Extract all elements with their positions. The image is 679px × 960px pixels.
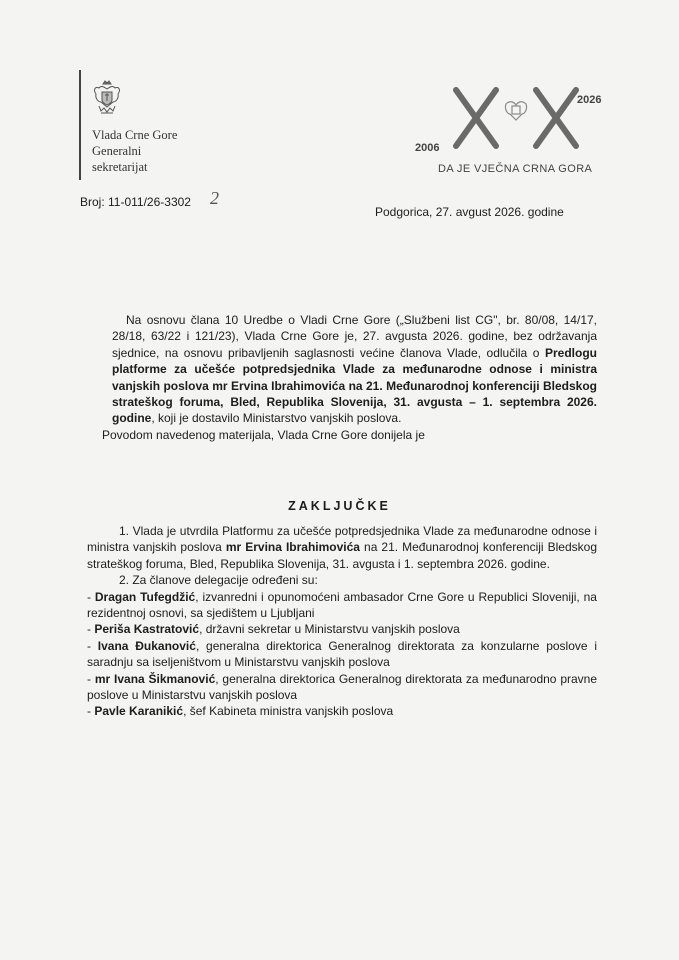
intro-paragraph (102, 312, 597, 443)
intro-text-4: Povodom navedenog materijala, Vlada Crne Gore donijela je (102, 427, 425, 442)
member-name: Dragan Tufegdžić (94, 589, 196, 604)
member-role: , šef Kabineta ministra vanjskih poslova (183, 704, 394, 719)
logo-motto: DA JE VJEČNA CRNA GORA (438, 163, 593, 175)
reference-handwritten-mark: 2 (210, 188, 219, 208)
member-role: , generalna direktorica Generalnog direktorata za konzularne poslove i saradnju sa iseljeništvom u Ministarstvu vanjskih poslova (87, 638, 597, 670)
section-heading: ZAKLJUČKE (288, 499, 391, 513)
coat-of-arms-icon (92, 80, 122, 122)
conclusion-1-text: 1. Vlada je utvrdila Platformu za učešće potpredsjednika Vlade za međunarodne odnose i ministra vanjskih poslova (87, 524, 597, 555)
issuer-secretariat: sekretarijat (92, 160, 148, 174)
delegation-member (87, 589, 597, 622)
intro-text-3: , koji je dostavilo Ministarstvo vanjskih poslova. (151, 411, 402, 426)
member-role: , državni sekretar u Ministarstvu vanjskih poslova (199, 622, 460, 637)
member-bullet: - (87, 622, 95, 637)
member-name: Pavle Karanikić (94, 704, 184, 719)
logo-year-end: 2026 (577, 94, 602, 106)
delegation-member (87, 638, 597, 671)
member-name: Periša Kastratović (94, 622, 200, 637)
conclusion-2-text: 2. Za članove delegacije određeni su: (119, 573, 318, 588)
logo-year-start: 2006 (415, 142, 440, 154)
issuer-government: Vlada Crne Gore (92, 128, 178, 142)
conclusion-1 (87, 523, 597, 572)
member-bullet: - (87, 589, 95, 604)
header-divider (79, 70, 81, 180)
issuer-general: Generalni (92, 144, 142, 158)
issuer-block (92, 127, 177, 175)
intro-text-1: Na osnovu člana 10 Uredbe o Vladi Crne Gore („Službeni list CG", br. 80/08, 14/17, 28/18, 63/22 i 121/23), Vlada Crne Gore je, 27. avgusta 2026. godine, bez održavanja sjednice, na osnovu pribavljenih saglasnosti većine članova Vlade, odlučila o (112, 313, 597, 360)
delegation-member (87, 621, 597, 637)
conclusion-2 (87, 572, 597, 588)
delegation-member (87, 703, 597, 719)
conclusions-body (87, 523, 597, 720)
member-bullet: - (87, 671, 95, 686)
conclusion-1-minister: mr Ervina Ibrahimovića (225, 540, 360, 555)
member-name: Ivana Đukanović (97, 638, 196, 653)
document-date: Podgorica, 27. avgust 2026. godine (375, 205, 564, 219)
intro-conclusion-line (102, 427, 597, 443)
member-name: mr Ivana Šikmanović (94, 671, 216, 686)
delegation-member (87, 671, 597, 704)
member-bullet: - (87, 638, 98, 653)
reference-number: Broj: 11-011/26-3302 (80, 195, 191, 209)
member-role: , generalna direktorica Generalnog direktorata za međunarodno pravne poslove u Ministarstvu vanjskih poslova (87, 671, 598, 703)
member-role: , izvanredni i opunomoćeni ambasador Crne Gore u Republici Sloveniji, na rezidentnoj osnovi, sa sjedištem u Ljubljani (87, 589, 597, 621)
conclusion-1-text-end: na 21. Međunarodnoj konferenciji Bledskog strateškog foruma, Bled, Republika Slovenija, 31. avgusta i 1. septembra 2026. godine. (87, 540, 597, 571)
member-bullet: - (87, 704, 95, 719)
intro-subject: Predlogu platforme za učešće potpredsjednika Vlade za međunarodne odnose i ministra vanjskih poslova mr Ervina Ibrahimovića na 21. Međunarodnoj konferenciji Bledskog strateškog foruma, Bled, Republika Slovenija, 31. avgusta – 1. septembra 2026. godine (112, 345, 597, 426)
